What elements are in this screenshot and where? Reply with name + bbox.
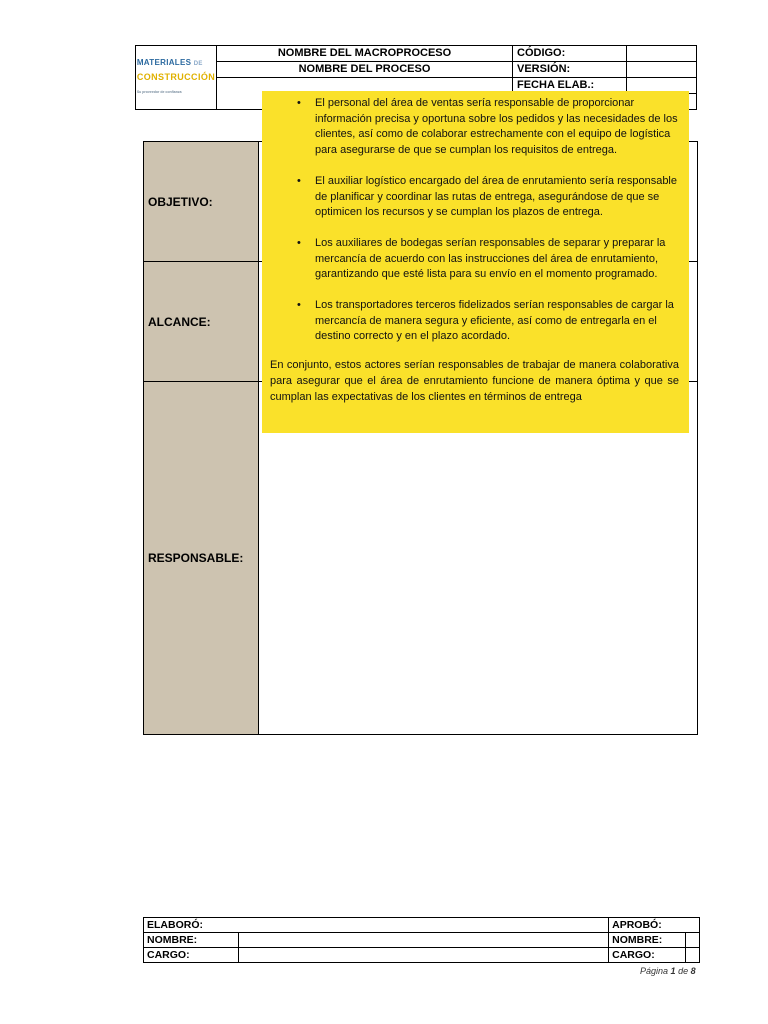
list-item-text: Los auxiliares de bodegas serían responsables de separar y preparar la mercancía de acuerdo con las instrucciones del área de enrutamiento, garantizando que esté lista para su envío en el momento programado.: [315, 236, 666, 281]
responsibilities-list: [270, 96, 681, 345]
bullet-icon: •: [297, 299, 301, 312]
elaboro-cargo-label: CARGO:: [144, 948, 239, 963]
alcance-label: [144, 262, 259, 382]
list-item: [270, 236, 681, 283]
logo-text-de: DE: [193, 61, 203, 67]
elaboro-label: ELABORÓ:: [144, 918, 609, 933]
responsable-label-text: RESPONSABLE:: [148, 551, 244, 565]
logo-cell: [136, 46, 217, 110]
page-sep: de: [678, 966, 689, 976]
list-item: [270, 298, 681, 345]
page-total: 8: [690, 966, 696, 976]
list-item-text: El auxiliar logístico encargado del área de enrutamiento sería responsable de planificar y coordinar las rutas de entrega, asegurándose de que se optimicen los recursos y se cumplan los plazos de entrega.: [315, 174, 677, 219]
bullet-icon: •: [297, 174, 301, 187]
macroproceso-label: NOMBRE DEL MACROPROCESO: [217, 46, 513, 62]
objetivo-label-text: OBJETIVO:: [148, 194, 213, 209]
responsable-label: [144, 382, 259, 734]
bullet-icon: •: [297, 236, 301, 249]
page-number: [640, 966, 696, 976]
list-item: [270, 174, 681, 221]
highlighted-text-block: [262, 91, 689, 433]
logo-text-construccion: CONSTRUCCIÓN: [136, 72, 216, 82]
list-item-text: El personal del área de ventas sería responsable de proporcionar información precisa y oportuna sobre los pedidos y las necesidades de los clientes, así como de colaborar estrechamente con el equipo de logística para asegurarse de que se cumplan los requisitos de entrega.: [315, 97, 678, 157]
aprobo-cargo-value[interactable]: [686, 948, 700, 963]
logo-text-materiales: MATERIALES: [136, 58, 192, 67]
codigo-label: CÓDIGO:: [513, 46, 627, 62]
elaboro-cargo-value[interactable]: [239, 948, 609, 963]
codigo-value[interactable]: [627, 46, 697, 62]
alcance-label-text: ALCANCE:: [148, 314, 211, 329]
list-item: [270, 96, 681, 159]
summary-paragraph: En conjunto, estos actores serían responsables de trabajar de manera colaborativa para asegurar que el área de enrutamiento funcione de manera óptima y que se cumplan las expectativas de los clientes en términos de entrega: [270, 359, 679, 403]
signature-table: [143, 917, 700, 963]
fecha-label: FECHA ELAB.:: [513, 78, 627, 94]
page-current: 1: [670, 966, 676, 976]
company-logo: [137, 55, 215, 100]
objetivo-label: [144, 142, 259, 262]
elaboro-nombre-value[interactable]: [239, 933, 609, 948]
page-prefix: Página: [640, 966, 669, 976]
aprobo-nombre-label: NOMBRE:: [609, 933, 686, 948]
logo-tagline: Su proveedor de confianza: [136, 90, 182, 94]
list-item-text: Los transportadores terceros fidelizados serían responsables de cargar la mercancía de manera segura y eficiente, así como de entregarla en el destino correcto y en el plazo acordado.: [315, 299, 674, 343]
version-label: VERSIÓN:: [513, 62, 627, 78]
bullet-icon: •: [297, 97, 301, 109]
aprobo-cargo-label: CARGO:: [609, 948, 686, 963]
version-value[interactable]: [627, 62, 697, 78]
aprobo-nombre-value[interactable]: [686, 933, 700, 948]
proceso-label: NOMBRE DEL PROCESO: [217, 62, 513, 78]
aprobo-label: APROBÓ:: [609, 918, 700, 933]
elaboro-nombre-label: NOMBRE:: [144, 933, 239, 948]
